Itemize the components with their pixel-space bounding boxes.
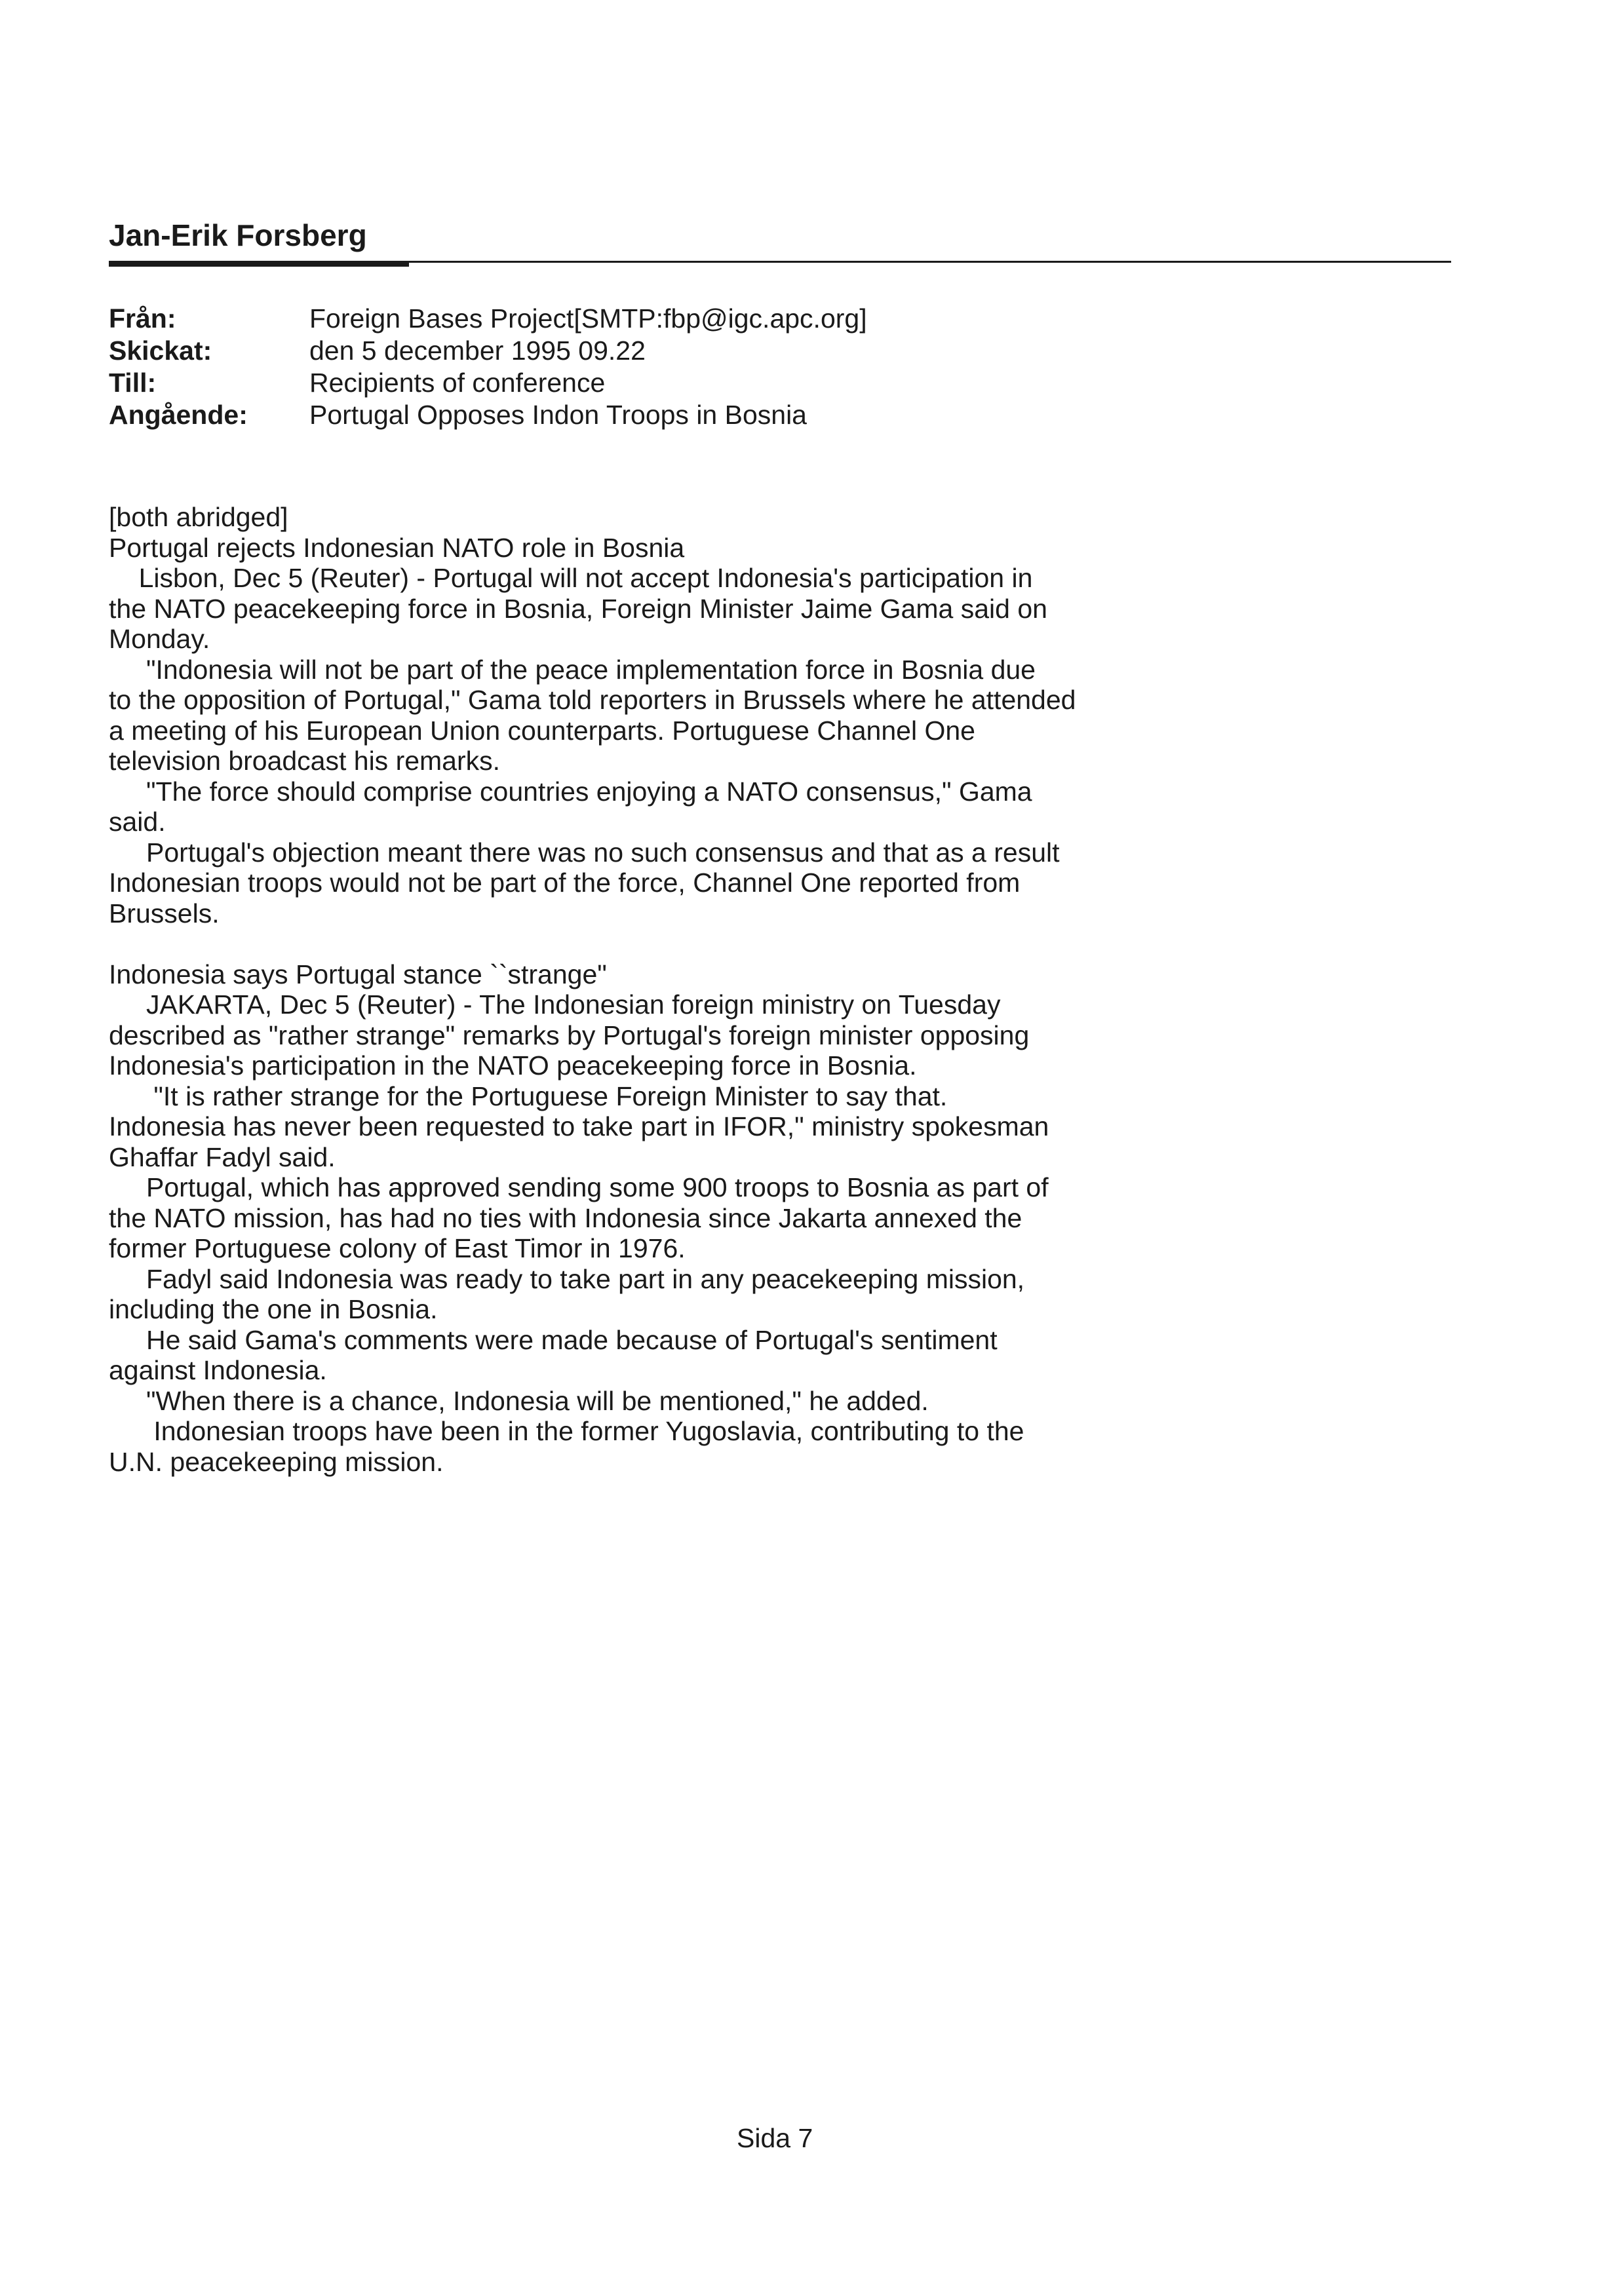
meta-value-from: Foreign Bases Project[SMTP:fbp@igc.apc.org] <box>309 303 867 334</box>
meta-row-to <box>109 367 867 399</box>
meta-label-to: Till: <box>109 368 157 398</box>
body-line: against Indonesia. <box>109 1355 327 1385</box>
body-line: Lisbon, Dec 5 (Reuter) - Portugal will not accept Indonesia's participation in <box>109 563 1033 593</box>
body-line: Portugal, which has approved sending some 900 troops to Bosnia as part of <box>109 1172 1049 1202</box>
body-line: [both abridged] <box>109 502 288 532</box>
body-line: Indonesian troops have been in the former Yugoslavia, contributing to the <box>109 1416 1024 1446</box>
meta-value-sent: den 5 december 1995 09.22 <box>309 335 646 366</box>
body-line: Indonesia's participation in the NATO peacekeeping force in Bosnia. <box>109 1050 917 1081</box>
sender-name: Jan-Erik Forsberg <box>109 218 367 252</box>
body-line: U.N. peacekeeping mission. <box>109 1446 444 1477</box>
message-body <box>109 502 1131 1477</box>
article-headline: Indonesia says Portugal stance ``strange" <box>109 959 607 989</box>
body-line: Ghaffar Fadyl said. <box>109 1141 336 1172</box>
body-line: "When there is a chance, Indonesia will be mentioned," he added. <box>109 1385 929 1416</box>
body-line: Indonesian troops would not be part of the force, Channel One reported from <box>109 868 1021 898</box>
meta-row-sent <box>109 335 867 367</box>
body-line: former Portuguese colony of East Timor in 1976. <box>109 1233 686 1263</box>
meta-value-subject: Portugal Opposes Indon Troops in Bosnia <box>309 400 807 430</box>
body-line: to the opposition of Portugal," Gama told reporters in Brussels where he attended <box>109 685 1076 715</box>
meta-label-from: Från: <box>109 303 176 334</box>
body-line: television broadcast his remarks. <box>109 746 501 776</box>
body-line: described as "rather strange" remarks by Portugal's foreign minister opposing <box>109 1020 1030 1050</box>
body-line: JAKARTA, Dec 5 (Reuter) - The Indonesian foreign ministry on Tuesday <box>109 989 1001 1020</box>
body-line: said. <box>109 807 166 837</box>
body-line: Indonesia has never been requested to take part in IFOR," ministry spokesman <box>109 1111 1049 1141</box>
header-rule-accent <box>109 261 409 267</box>
body-line: "It is rather strange for the Portuguese Foreign Minister to say that. <box>109 1081 948 1111</box>
body-line: Monday. <box>109 624 210 654</box>
meta-value-to: Recipients of conference <box>309 368 606 398</box>
meta-label-sent: Skickat: <box>109 335 212 366</box>
sender-header <box>109 216 1452 269</box>
body-line: Brussels. <box>109 898 220 928</box>
page-number: Sida 7 <box>737 2123 813 2153</box>
body-line: He said Gama's comments were made because of Portugal's sentiment <box>109 1324 998 1355</box>
meta-row-subject <box>109 399 867 431</box>
email-metadata <box>109 303 867 431</box>
body-line: Fadyl said Indonesia was ready to take part in any peacekeeping mission, <box>109 1263 1025 1294</box>
paragraph-gap <box>109 928 1131 959</box>
meta-row-from <box>109 303 867 335</box>
body-line: Portugal's objection meant there was no such consensus and that as a result <box>109 837 1060 868</box>
body-line: "The force should comprise countries enjoying a NATO consensus," Gama <box>109 776 1032 807</box>
body-line: including the one in Bosnia. <box>109 1294 438 1324</box>
body-line: the NATO mission, has had no ties with Indonesia since Jakarta annexed the <box>109 1202 1022 1233</box>
meta-label-subject: Angående: <box>109 400 248 430</box>
body-line: a meeting of his European Union counterparts. Portuguese Channel One <box>109 715 975 746</box>
article-headline: Portugal rejects Indonesian NATO role in Bosnia <box>109 532 685 563</box>
body-line: the NATO peacekeeping force in Bosnia, Foreign Minister Jaime Gama said on <box>109 593 1047 624</box>
body-line: "Indonesia will not be part of the peace implementation force in Bosnia due <box>109 654 1036 685</box>
